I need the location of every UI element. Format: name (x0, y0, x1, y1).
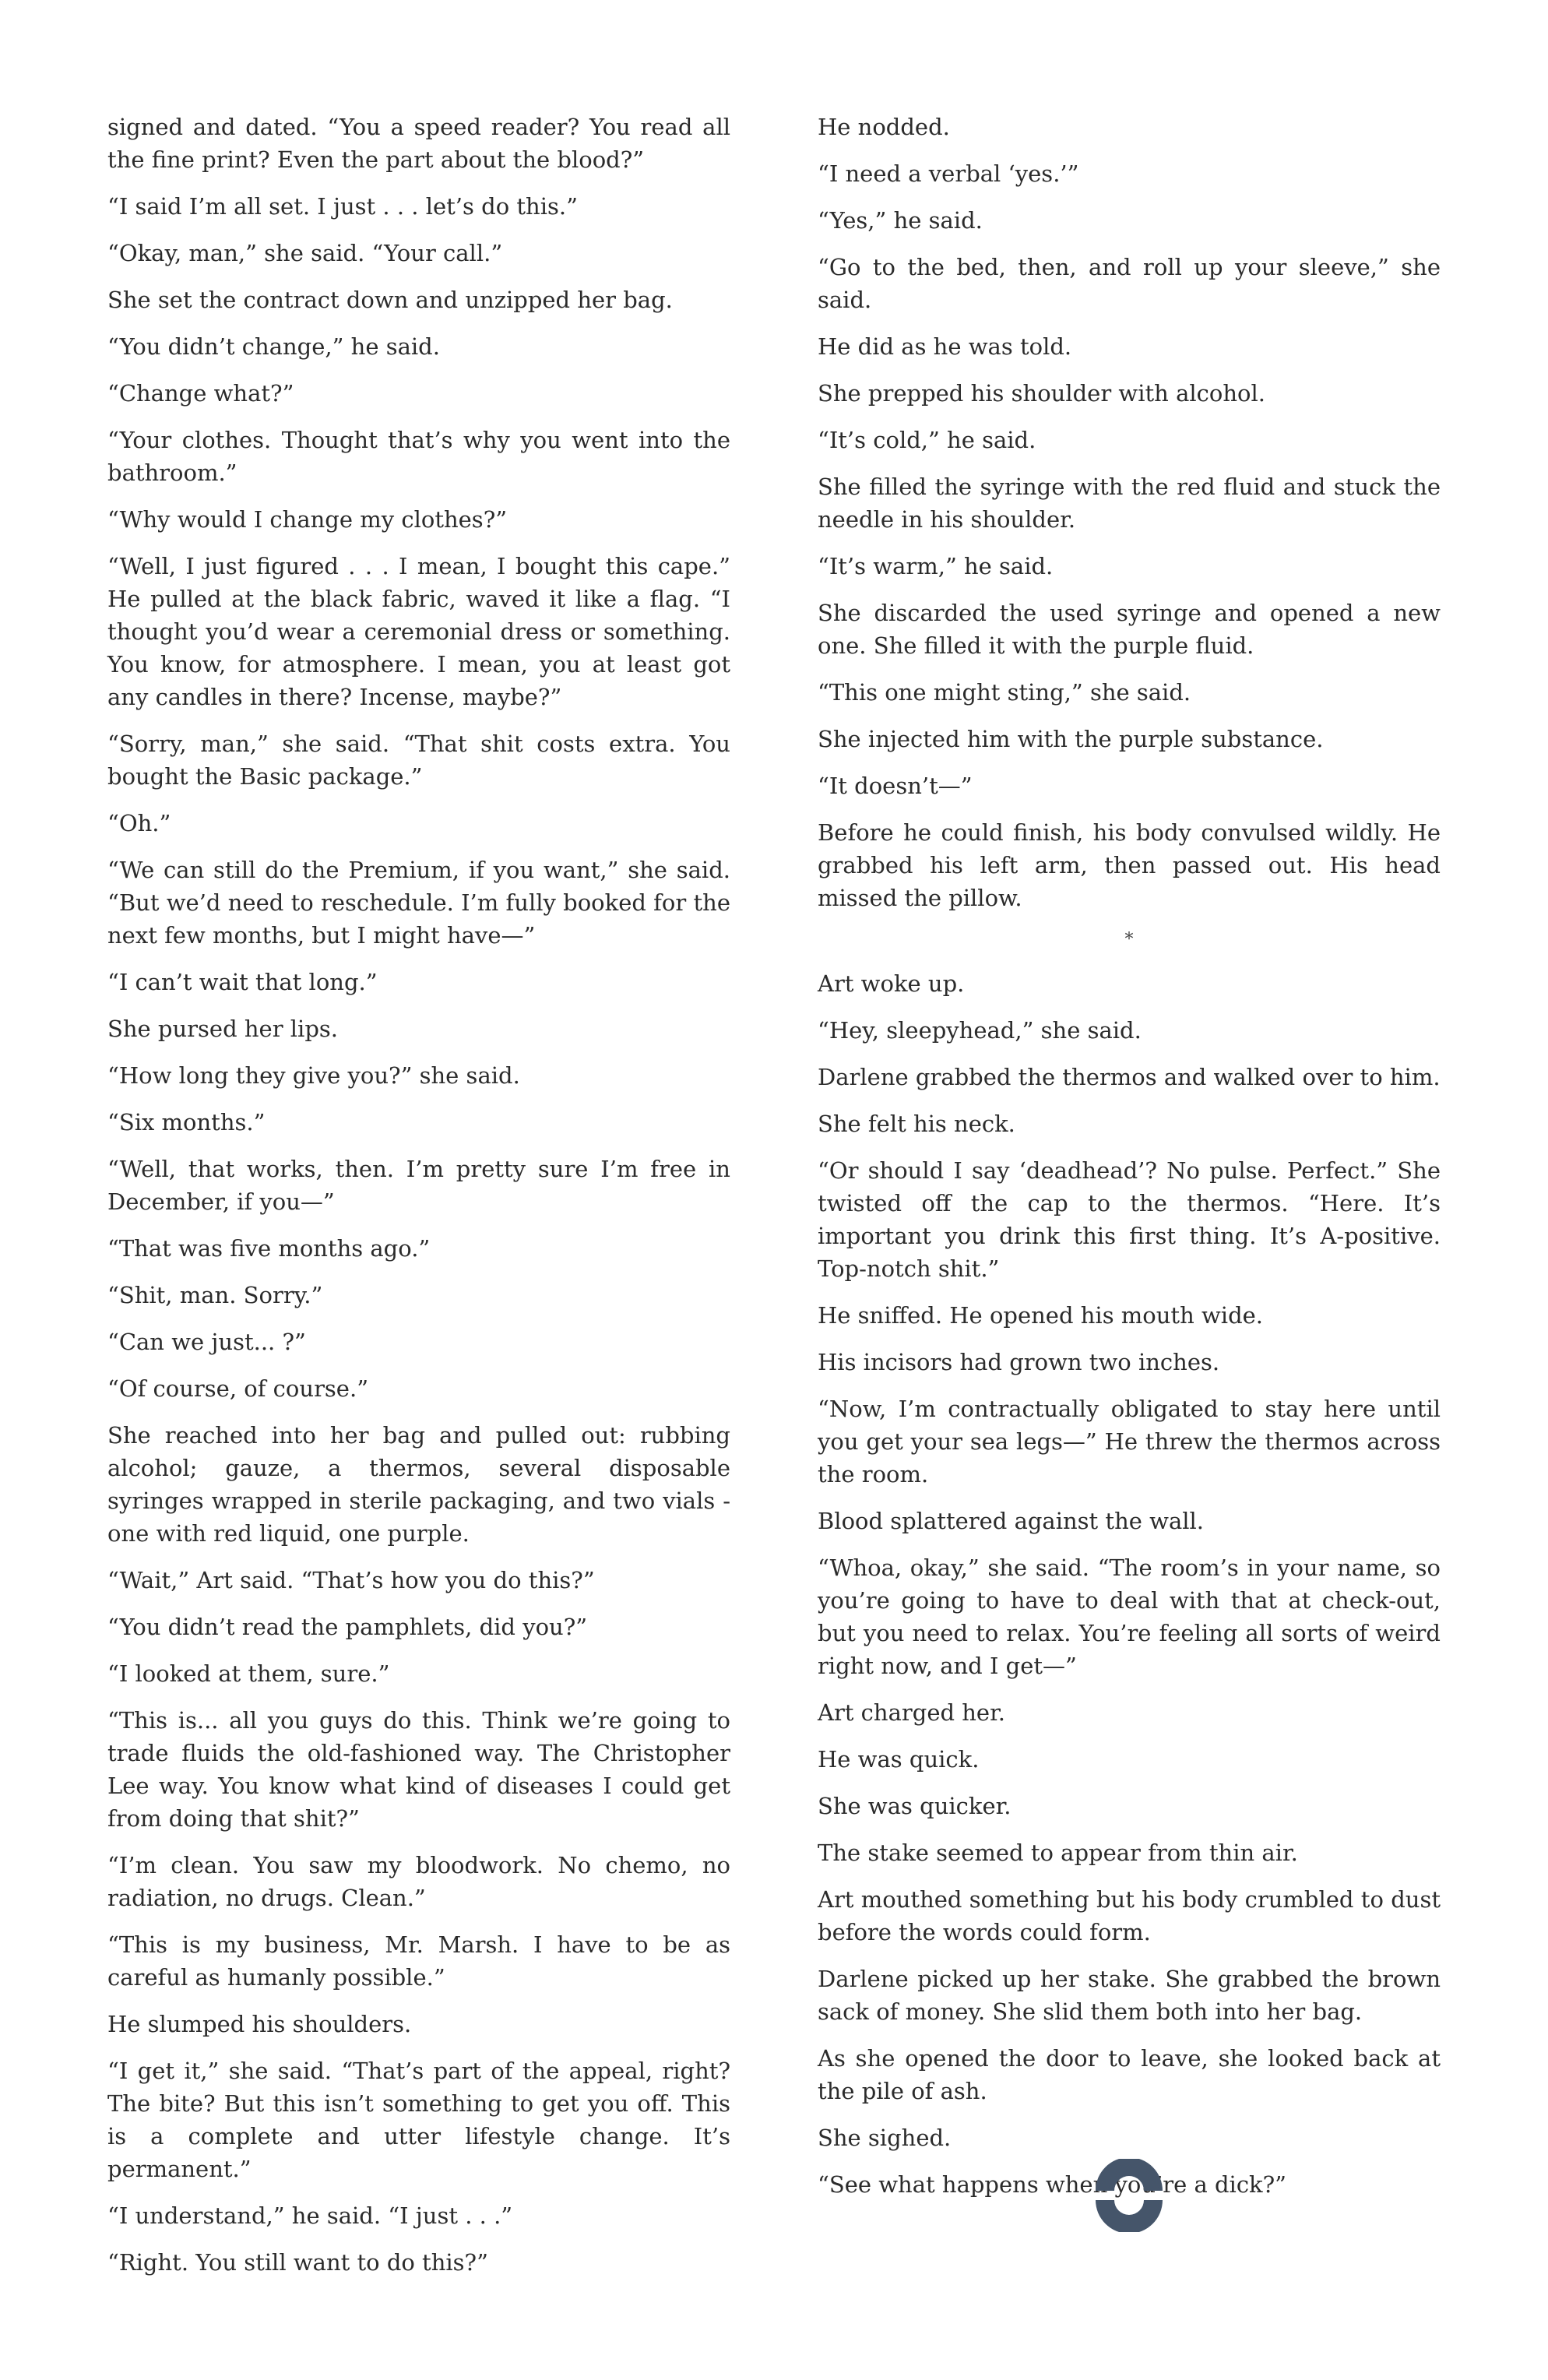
paragraph: Art woke up. (818, 970, 965, 997)
paragraph: signed and dated. “You a speed reader? You read all the fine print? Even the part about the blood?” (107, 114, 730, 173)
paragraph: She set the contract down and unzipped her bag. (107, 287, 673, 313)
paragraph: “Yes,” he said. (818, 207, 983, 234)
end-mark-top-arc (1096, 2159, 1163, 2191)
paragraph: She reached into her bag and pulled out: rubbing alcohol; gauze, a thermos, several disposable syringes wrapped in sterile packaging, and two vials - one with red liquid, one purple. (107, 1422, 730, 1547)
paragraph: He nodded. (818, 114, 950, 140)
paragraph: “I get it,” she said. “That’s part of the appeal, right? The bite? But this isn’t something to get you off. This is a complete and utter lifestyle change. It’s permanent.” (107, 2058, 730, 2182)
paragraph: “How long they give you?” she said. (107, 1062, 520, 1089)
paragraph: Art charged her. (818, 1699, 1005, 1726)
paragraph: He slumped his shoulders. (107, 2011, 412, 2037)
paragraph: “Well, I just figured . . . I mean, I bought this cape.” He pulled at the black fabric, waved it like a flag. “I thought you’d wear a ceremonial dress or something. You know, for atmosphere. I mean, you at least got any candles in there? Incense, maybe?” (107, 553, 730, 710)
right-column (818, 111, 1441, 2215)
paragraph: “It’s cold,” he said. (818, 427, 1036, 453)
paragraph: “I said I’m all set. I just . . . let’s do this.” (107, 193, 578, 220)
paragraph: “We can still do the Premium, if you want,” she said. “But we’d need to reschedule. I’m fully booked for the next few months, but I might have—” (107, 857, 730, 949)
end-mark-bottom-arc (1096, 2200, 1163, 2232)
paragraph: She sighed. (818, 2125, 952, 2151)
paragraph: “That was five months ago.” (107, 1235, 431, 1262)
paragraph: “Okay, man,” she said. “Your call.” (107, 240, 503, 266)
paragraph: “Oh.” (107, 810, 171, 836)
paragraph: “It’s warm,” he said. (818, 553, 1054, 579)
paragraph: “I can’t wait that long.” (107, 969, 378, 995)
paragraph: “I looked at them, sure.” (107, 1660, 390, 1687)
paragraph: “Now, I’m contractually obligated to stay here until you get your sea legs—” He threw the thermos across the room. (818, 1396, 1441, 1488)
paragraph: “I understand,” he said. “I just . . .” (107, 2202, 513, 2229)
paragraph: “Hey, sleepyhead,” she said. (818, 1017, 1142, 1044)
paragraph: “Your clothes. Thought that’s why you went into the bathroom.” (107, 427, 730, 486)
paragraph: Art mouthed something but his body crumbled to dust before the words could form. (818, 1886, 1441, 1945)
paragraph: “You didn’t change,” he said. (107, 333, 440, 360)
paragraph: The stake seemed to appear from thin air. (818, 1840, 1298, 1866)
paragraph: His incisors had grown two inches. (818, 1349, 1220, 1375)
paragraph: “Well, that works, then. I’m pretty sure I’m free in December, if you—” (107, 1156, 730, 1215)
paragraph: “Six months.” (107, 1109, 266, 1135)
paragraph: He was quick. (818, 1746, 980, 1773)
paragraph: He did as he was told. (818, 333, 1072, 360)
paragraph: “Whoa, okay,” she said. “The room’s in your name, so you’re going to have to deal with that at check-out, but you need to relax. You’re feeling all sorts of weird right now, and I get—” (818, 1554, 1441, 1679)
paragraph: “Or should I say ‘deadhead’? No pulse. Perfect.” She twisted off the cap to the thermos. “Here. It’s important you drink this first thing. It’s A-positive. Top-notch shit.” (818, 1157, 1441, 1282)
paragraph: She prepped his shoulder with alcohol. (818, 380, 1265, 407)
paragraph: She discarded the used syringe and opened a new one. She filled it with the purple fluid. (818, 600, 1441, 659)
paragraph: She was quicker. (818, 1793, 1011, 1819)
paragraph: “Of course, of course.” (107, 1375, 369, 1402)
paragraph: “I’m clean. You saw my bloodwork. No chemo, no radiation, no drugs. Clean.” (107, 1852, 730, 1911)
paragraph: “Go to the bed, then, and roll up your sleeve,” she said. (818, 254, 1441, 313)
paragraph: “It doesn’t—” (818, 773, 973, 799)
paragraph: “Shit, man. Sorry.” (107, 1282, 323, 1308)
paragraph: He sniffed. He opened his mouth wide. (818, 1302, 1264, 1329)
paragraph: As she opened the door to leave, she looked back at the pile of ash. (818, 2045, 1441, 2104)
paragraph: “I need a verbal ‘yes.’” (818, 160, 1079, 187)
paragraph: She pursed her lips. (107, 1016, 338, 1042)
paragraph: She felt his neck. (818, 1111, 1015, 1137)
paragraph: Blood splattered against the wall. (818, 1508, 1205, 1534)
paragraph: She filled the syringe with the red fluid and stuck the needle in his shoulder. (818, 474, 1441, 533)
left-column (107, 111, 730, 2293)
paragraph: “Sorry, man,” she said. “That shit costs extra. You bought the Basic package.” (107, 731, 730, 790)
paragraph: “You didn’t read the pamphlets, did you?” (107, 1614, 588, 1640)
paragraph: “This is my business, Mr. Marsh. I have to be as careful as humanly possible.” (107, 1931, 730, 1991)
paragraph: She injected him with the purple substance. (818, 726, 1324, 752)
paragraph: “Can we just... ?” (107, 1329, 306, 1355)
paragraph: “See what happens when you’re a dick?” (818, 2171, 1287, 2198)
paragraph: “Right. You still want to do this?” (107, 2249, 488, 2276)
paragraph: “This one might sting,” she said. (818, 679, 1191, 706)
paragraph: “Why would I change my clothes?” (107, 506, 508, 533)
paragraph: “Wait,” Art said. “That’s how you do this?” (107, 1567, 595, 1593)
paragraph: “This is... all you guys do this. Think we’re going to trade fluids the old-fashioned way. The Christopher Lee way. You know what kind of diseases I could get from doing that shit?” (107, 1707, 730, 1832)
paragraph: Darlene grabbed the thermos and walked over to him. (818, 1064, 1441, 1090)
paragraph: “Change what?” (107, 380, 294, 407)
scene-break: * (1124, 930, 1134, 949)
paragraph: Before he could finish, his body convulsed wildly. He grabbed his left arm, then passed out. His head missed the pillow. (818, 819, 1441, 911)
paragraph: Darlene picked up her stake. She grabbed the brown sack of money. She slid them both into her bag. (818, 1966, 1441, 2025)
end-of-story-icon (1092, 2159, 1166, 2232)
